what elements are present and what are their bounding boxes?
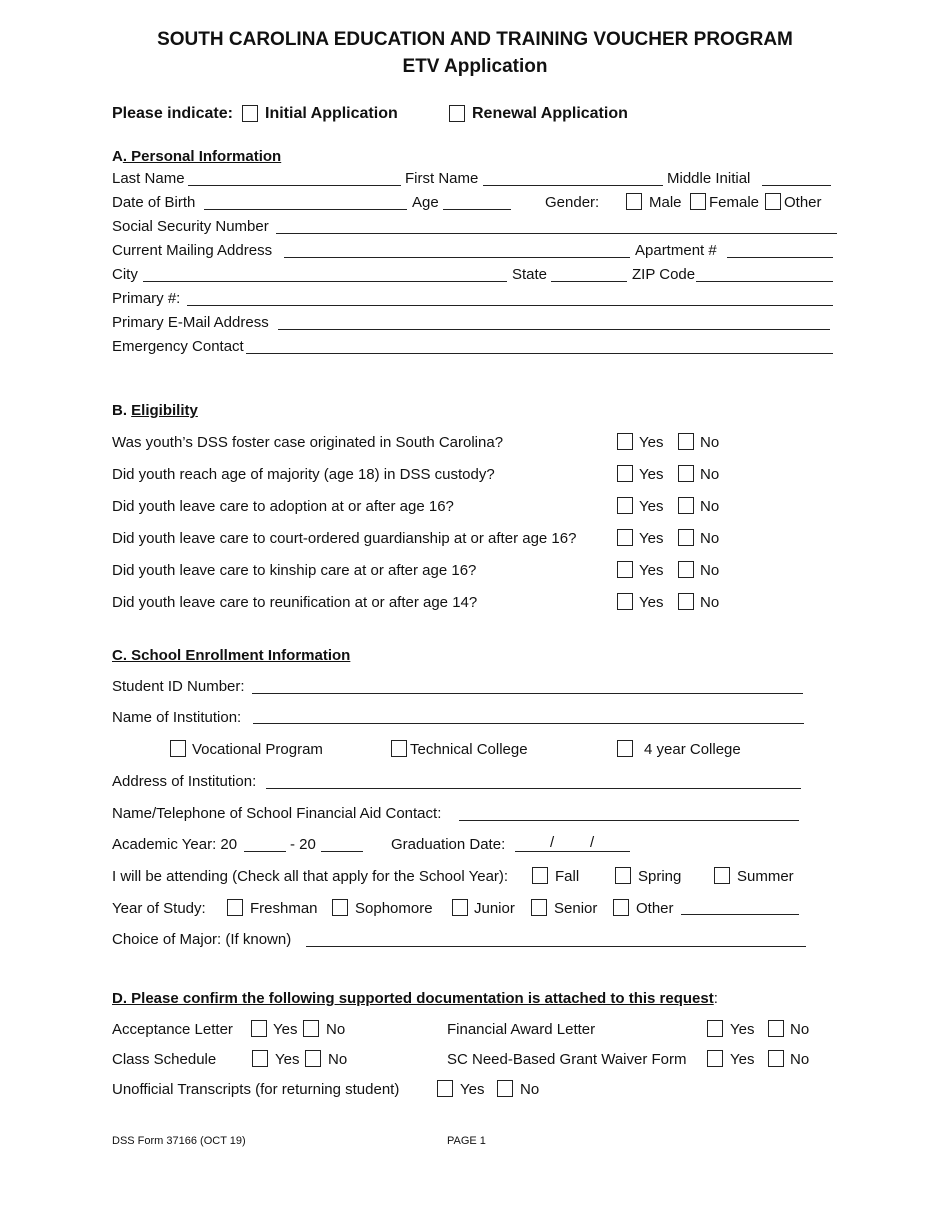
four-year-college-label: 4 year College: [644, 741, 741, 758]
acceptance-no-label: No: [326, 1021, 346, 1038]
eligibility-yes-label: Yes: [639, 498, 664, 515]
technical-college-label: Technical College: [410, 741, 528, 758]
senior-label: Senior: [554, 900, 598, 917]
mailing-address-field[interactable]: [284, 257, 630, 258]
ssn-label: Social Security Number: [112, 218, 269, 235]
eligibility-yes-label: Yes: [639, 594, 664, 611]
emergency-contact-field[interactable]: [246, 353, 833, 354]
summer-label: Summer: [737, 868, 794, 885]
eligibility-question: Did youth leave care to kinship care at or after age 16?: [112, 562, 477, 579]
waiver-yes-checkbox[interactable]: [707, 1050, 723, 1067]
waiver-form-label: SC Need-Based Grant Waiver Form: [447, 1051, 687, 1068]
acceptance-yes-checkbox[interactable]: [251, 1020, 267, 1037]
eligibility-no-label: No: [700, 498, 720, 515]
class-schedule-no-label: No: [328, 1051, 348, 1068]
transcripts-label: Unofficial Transcripts (for returning student): [112, 1081, 400, 1098]
eligibility-no-checkbox[interactable]: [678, 433, 694, 450]
city-label: City: [112, 266, 138, 283]
gender-male-label: Male: [649, 194, 682, 211]
other-year-checkbox[interactable]: [613, 899, 629, 916]
section-c-heading: C. School Enrollment Information: [112, 647, 351, 664]
academic-year-start-field[interactable]: [244, 851, 286, 852]
age-field[interactable]: [443, 209, 511, 210]
fall-label: Fall: [555, 868, 580, 885]
aid-contact-label: Name/Telephone of School Financial Aid Contact:: [112, 805, 442, 822]
eligibility-question: Did youth leave care to reunification at or after age 14?: [112, 594, 478, 611]
eligibility-yes-checkbox[interactable]: [617, 465, 633, 482]
gender-other-label: Other: [784, 194, 822, 211]
form-number: DSS Form 37166 (OCT 19): [112, 1135, 246, 1147]
initial-application-checkbox[interactable]: [242, 105, 258, 122]
class-schedule-yes-checkbox[interactable]: [252, 1050, 268, 1067]
sophomore-label: Sophomore: [355, 900, 433, 917]
academic-year-separator: - 20: [290, 836, 316, 853]
academic-year-end-field[interactable]: [321, 851, 363, 852]
senior-checkbox[interactable]: [531, 899, 547, 916]
waiver-no-checkbox[interactable]: [768, 1050, 784, 1067]
graduation-date-slash: /: [550, 834, 555, 851]
eligibility-no-label: No: [700, 562, 720, 579]
institution-field[interactable]: [253, 723, 804, 724]
graduation-date-label: Graduation Date:: [391, 836, 506, 853]
mailing-address-label: Current Mailing Address: [112, 242, 273, 259]
eligibility-yes-checkbox[interactable]: [617, 497, 633, 514]
spring-checkbox[interactable]: [615, 867, 631, 884]
eligibility-yes-label: Yes: [639, 434, 664, 451]
other-year-field[interactable]: [681, 914, 799, 915]
ssn-field[interactable]: [276, 233, 837, 234]
graduation-date-field[interactable]: [515, 851, 630, 852]
eligibility-yes-label: Yes: [639, 530, 664, 547]
state-label: State: [512, 266, 548, 283]
summer-checkbox[interactable]: [714, 867, 730, 884]
academic-year-label: Academic Year: 20: [112, 836, 238, 853]
financial-award-label: Financial Award Letter: [447, 1021, 596, 1038]
gender-male-checkbox[interactable]: [626, 193, 642, 210]
freshman-checkbox[interactable]: [227, 899, 243, 916]
eligibility-question: Did youth leave care to adoption at or after age 16?: [112, 498, 454, 515]
vocational-program-label: Vocational Program: [192, 741, 323, 758]
institution-address-label: Address of Institution:: [112, 773, 257, 790]
other-year-label: Other: [636, 900, 674, 917]
dob-field[interactable]: [204, 209, 407, 210]
eligibility-yes-checkbox[interactable]: [617, 561, 633, 578]
city-field[interactable]: [143, 281, 507, 282]
transcripts-yes-checkbox[interactable]: [437, 1080, 453, 1097]
apartment-label: Apartment #: [635, 242, 717, 259]
middle-initial-label: Middle Initial: [667, 170, 751, 187]
initial-application-label: Initial Application: [265, 105, 398, 122]
acceptance-yes-label: Yes: [273, 1021, 298, 1038]
primary-phone-label: Primary #:: [112, 290, 181, 307]
dob-label: Date of Birth: [112, 194, 196, 211]
eligibility-no-checkbox[interactable]: [678, 465, 694, 482]
email-label: Primary E-Mail Address: [112, 314, 269, 331]
form-subtitle: ETV Application: [402, 56, 548, 77]
junior-checkbox[interactable]: [452, 899, 468, 916]
eligibility-yes-checkbox[interactable]: [617, 593, 633, 610]
gender-female-label: Female: [709, 194, 760, 211]
aid-contact-field[interactable]: [459, 820, 799, 821]
zip-field[interactable]: [696, 281, 833, 282]
waiver-no-label: No: [790, 1051, 810, 1068]
fall-checkbox[interactable]: [532, 867, 548, 884]
primary-phone-field[interactable]: [187, 305, 833, 306]
class-schedule-label: Class Schedule: [112, 1051, 217, 1068]
middle-initial-field[interactable]: [762, 185, 831, 186]
institution-label: Name of Institution:: [112, 709, 242, 726]
eligibility-no-label: No: [700, 466, 720, 483]
financial-award-no-checkbox[interactable]: [768, 1020, 784, 1037]
major-field[interactable]: [306, 946, 806, 947]
section-a-heading: A. Personal Information: [112, 148, 282, 165]
transcripts-no-checkbox[interactable]: [497, 1080, 513, 1097]
transcripts-no-label: No: [520, 1081, 540, 1098]
first-name-field[interactable]: [483, 185, 663, 186]
junior-label: Junior: [474, 900, 515, 917]
eligibility-yes-label: Yes: [639, 466, 664, 483]
graduation-date-slash: /: [590, 834, 595, 851]
section-d-heading: D. Please confirm the following supported documentation is attached to this request:: [112, 990, 718, 1007]
emergency-contact-label: Emergency Contact: [112, 338, 244, 355]
student-id-field[interactable]: [252, 693, 803, 694]
class-schedule-no-checkbox[interactable]: [305, 1050, 321, 1067]
major-label: Choice of Major: (If known): [112, 931, 292, 948]
eligibility-yes-checkbox[interactable]: [617, 529, 633, 546]
financial-award-yes-checkbox[interactable]: [707, 1020, 723, 1037]
eligibility-yes-checkbox[interactable]: [617, 433, 633, 450]
eligibility-no-checkbox[interactable]: [678, 529, 694, 546]
eligibility-question: Was youth’s DSS foster case originated in South Carolina?: [112, 434, 504, 451]
gender-other-checkbox[interactable]: [765, 193, 781, 210]
vocational-program-checkbox[interactable]: [170, 740, 186, 757]
first-name-label: First Name: [405, 170, 479, 187]
eligibility-no-label: No: [700, 530, 720, 547]
acceptance-letter-label: Acceptance Letter: [112, 1021, 233, 1038]
renewal-application-checkbox[interactable]: [449, 105, 465, 122]
form-title: SOUTH CAROLINA EDUCATION AND TRAINING VOUCHER PROGRAM: [157, 29, 793, 50]
eligibility-no-checkbox[interactable]: [678, 561, 694, 578]
institution-address-field[interactable]: [266, 788, 801, 789]
acceptance-no-checkbox[interactable]: [303, 1020, 319, 1037]
eligibility-yes-label: Yes: [639, 562, 664, 579]
four-year-college-checkbox[interactable]: [617, 740, 633, 757]
eligibility-question: Did youth leave care to court-ordered guardianship at or after age 16?: [112, 530, 577, 547]
zip-label: ZIP Code: [632, 266, 696, 283]
renewal-application-label: Renewal Application: [472, 105, 628, 122]
eligibility-no-checkbox[interactable]: [678, 593, 694, 610]
class-schedule-yes-label: Yes: [275, 1051, 300, 1068]
state-field[interactable]: [551, 281, 627, 282]
page-number: PAGE 1: [447, 1135, 486, 1147]
financial-award-yes-label: Yes: [730, 1021, 755, 1038]
gender-female-checkbox[interactable]: [690, 193, 706, 210]
email-field[interactable]: [278, 329, 830, 330]
freshman-label: Freshman: [250, 900, 318, 917]
eligibility-question: Did youth reach age of majority (age 18) in DSS custody?: [112, 466, 495, 483]
indicate-label: Please indicate:: [112, 105, 233, 122]
technical-college-checkbox[interactable]: [391, 740, 407, 757]
gender-label: Gender:: [545, 194, 600, 211]
waiver-yes-label: Yes: [730, 1051, 755, 1068]
eligibility-no-checkbox[interactable]: [678, 497, 694, 514]
student-id-label: Student ID Number:: [112, 678, 245, 695]
last-name-label: Last Name: [112, 170, 185, 187]
attending-label: I will be attending (Check all that apply for the School Year):: [112, 868, 509, 885]
age-label: Age: [412, 194, 439, 211]
section-b-heading: B. Eligibility: [112, 402, 198, 419]
spring-label: Spring: [638, 868, 682, 885]
transcripts-yes-label: Yes: [460, 1081, 485, 1098]
last-name-field[interactable]: [188, 185, 401, 186]
year-of-study-label: Year of Study:: [112, 900, 206, 917]
apartment-field[interactable]: [727, 257, 833, 258]
eligibility-no-label: No: [700, 434, 720, 451]
eligibility-no-label: No: [700, 594, 720, 611]
financial-award-no-label: No: [790, 1021, 810, 1038]
sophomore-checkbox[interactable]: [332, 899, 348, 916]
